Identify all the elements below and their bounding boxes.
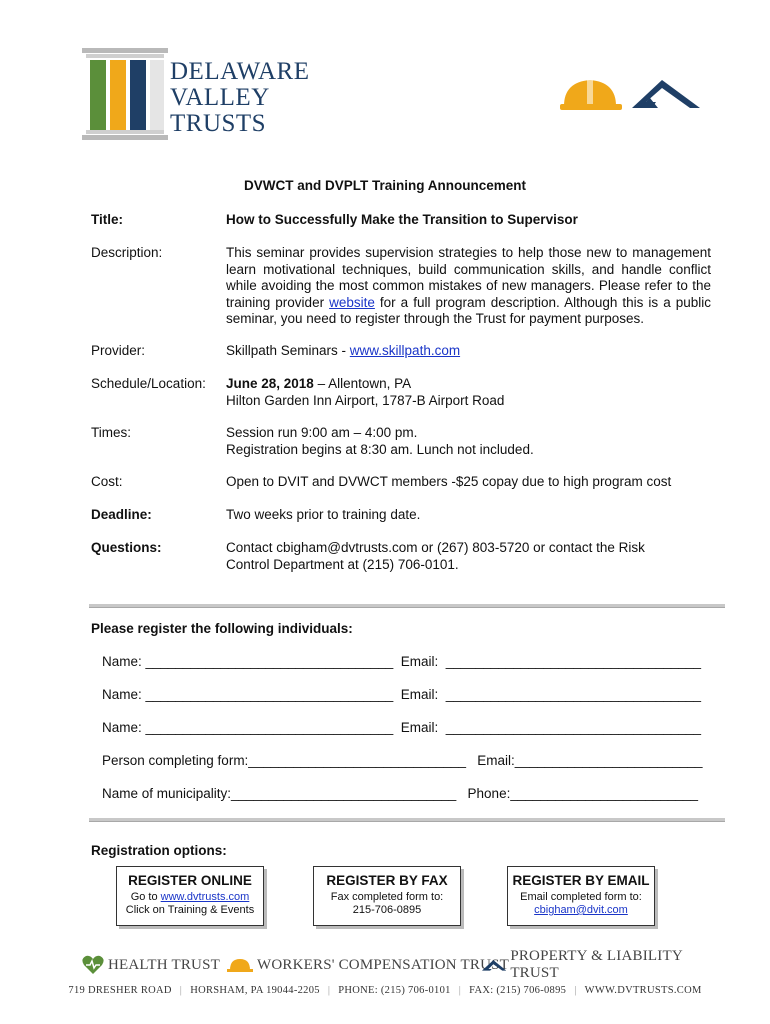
register-fax-title: REGISTER BY FAX (326, 873, 448, 888)
property-liability-logo (482, 948, 692, 981)
health-trust-text: HEALTH TRUST (108, 956, 220, 973)
description-text-1: This seminar provides supervision strategies to help those new to management learn motivational techniques, build communication skills, and handle conflict while avoiding the most common mistakes of new managers. Please refer to the training provider (226, 245, 711, 310)
provider-name: Skillpath Seminars - (226, 343, 350, 358)
schedule-date: June 28, 2018 (226, 376, 314, 391)
dvtrusts-link[interactable]: www.dvtrusts.com (160, 891, 250, 903)
pillars-icon (82, 48, 172, 140)
hardhat-icon (227, 957, 253, 973)
footer-address: 719 DRESHER ROAD | HORSHAM, PA 19044-2205 | PHONE: (215) 706-0101 | FAX: (215) 706-0895 | WWW.DVTRUSTS.COM (68, 985, 702, 996)
provider-label: Provider: (91, 343, 146, 358)
cost-label: Cost: (91, 474, 123, 489)
title-value: How to Successfully Make the Transition to Supervisor (226, 212, 578, 227)
description-text-2: for a full program description. Although this is a public seminar, you need to register through the Trust for payment purposes. (226, 294, 711, 326)
register-fax-number: 215-706-0895 (352, 904, 422, 916)
provider-value (226, 343, 711, 360)
property-liability-text: PROPERTY & LIABILITY TRUST (510, 948, 683, 981)
cost-value: Open to DVIT and DVWCT members -$25 copay due to high program cost (226, 474, 672, 489)
questions-line-2: Control Department at (215) 706-0101. (226, 556, 459, 572)
description-label: Description: (91, 245, 163, 260)
description-value (226, 245, 711, 328)
workers-comp-logo (227, 952, 509, 978)
website-link[interactable]: website (329, 294, 375, 310)
section-divider-top (89, 604, 725, 608)
announcement-title: DVWCT and DVPLT Training Announcement (244, 178, 526, 193)
register-email-title: REGISTER BY EMAIL (512, 873, 650, 888)
schedule-value (226, 376, 711, 409)
schedule-city: – Allentown, PA (313, 376, 412, 391)
section-divider-bottom (89, 818, 725, 822)
times-line-1: Session run 9:00 am – 4:00 pm. (226, 425, 418, 440)
address-street: 719 DRESHER ROAD (68, 985, 172, 996)
logo-wordmark (170, 60, 309, 138)
skillpath-link[interactable]: www.skillpath.com (349, 343, 461, 358)
register-fax-box[interactable] (313, 866, 461, 926)
register-email-box[interactable] (507, 866, 655, 926)
address-phone: PHONE: (215) 706-0101 (338, 985, 451, 996)
email-link[interactable]: cbigham@dvit.com (534, 904, 628, 916)
times-value (226, 425, 711, 458)
schedule-venue: Hilton Garden Inn Airport, 1787-B Airport Road (226, 392, 505, 408)
schedule-label: Schedule/Location: (91, 376, 206, 391)
times-line-2: Registration begins at 8:30 am. Lunch not included. (226, 441, 534, 457)
register-online-box[interactable] (116, 866, 264, 926)
questions-label: Questions: (91, 540, 162, 555)
register-online-line2: Click on Training & Events (125, 904, 255, 916)
questions-value (226, 540, 711, 573)
house-roof-icon (632, 80, 700, 108)
municipality-line[interactable]: Name of municipality:______________________________ Phone:_________________________ (102, 786, 699, 801)
footer-logos (82, 948, 692, 981)
person-completing-line[interactable]: Person completing form:_____________________________ Email:_________________________ (102, 753, 703, 768)
attendee-2-line[interactable]: Name: _________________________________ Email: __________________________________ (102, 687, 702, 702)
registration-options-heading: Registration options: (91, 843, 227, 858)
heart-icon (82, 955, 104, 975)
title-label: Title: (91, 212, 124, 227)
address-city: HORSHAM, PA 19044-2205 (190, 985, 320, 996)
registration-heading: Please register the following individuals: (91, 621, 353, 636)
logo-line-2: VALLEY (170, 84, 270, 111)
attendee-3-line[interactable]: Name: _________________________________ Email: __________________________________ (102, 720, 702, 735)
register-online-title: REGISTER ONLINE (128, 873, 252, 888)
workers-comp-text: WORKERS' COMPENSATION TRUST (257, 956, 510, 973)
header-icons (560, 72, 710, 114)
house-roof-icon (482, 957, 506, 973)
deadline-label: Deadline: (91, 507, 152, 522)
health-trust-logo (82, 952, 220, 978)
register-email-line1: Email completed form to: (520, 891, 642, 903)
times-label: Times: (91, 425, 131, 440)
questions-line-1: Contact cbigham@dvtrusts.com or (267) 803-5720 or contact the Risk (226, 540, 645, 555)
address-website: WWW.DVTRUSTS.COM (584, 985, 702, 996)
register-online-pre: Go to (130, 891, 161, 903)
logo-line-1: DELAWARE (170, 58, 310, 85)
register-fax-line1: Fax completed form to: (330, 891, 444, 903)
attendee-1-line[interactable]: Name: _________________________________ Email: __________________________________ (102, 654, 702, 669)
deadline-value: Two weeks prior to training date. (226, 507, 421, 522)
logo-line-3: TRUSTS (170, 110, 267, 137)
address-fax: FAX: (215) 706-0895 (469, 985, 567, 996)
hardhat-icon (560, 78, 622, 110)
